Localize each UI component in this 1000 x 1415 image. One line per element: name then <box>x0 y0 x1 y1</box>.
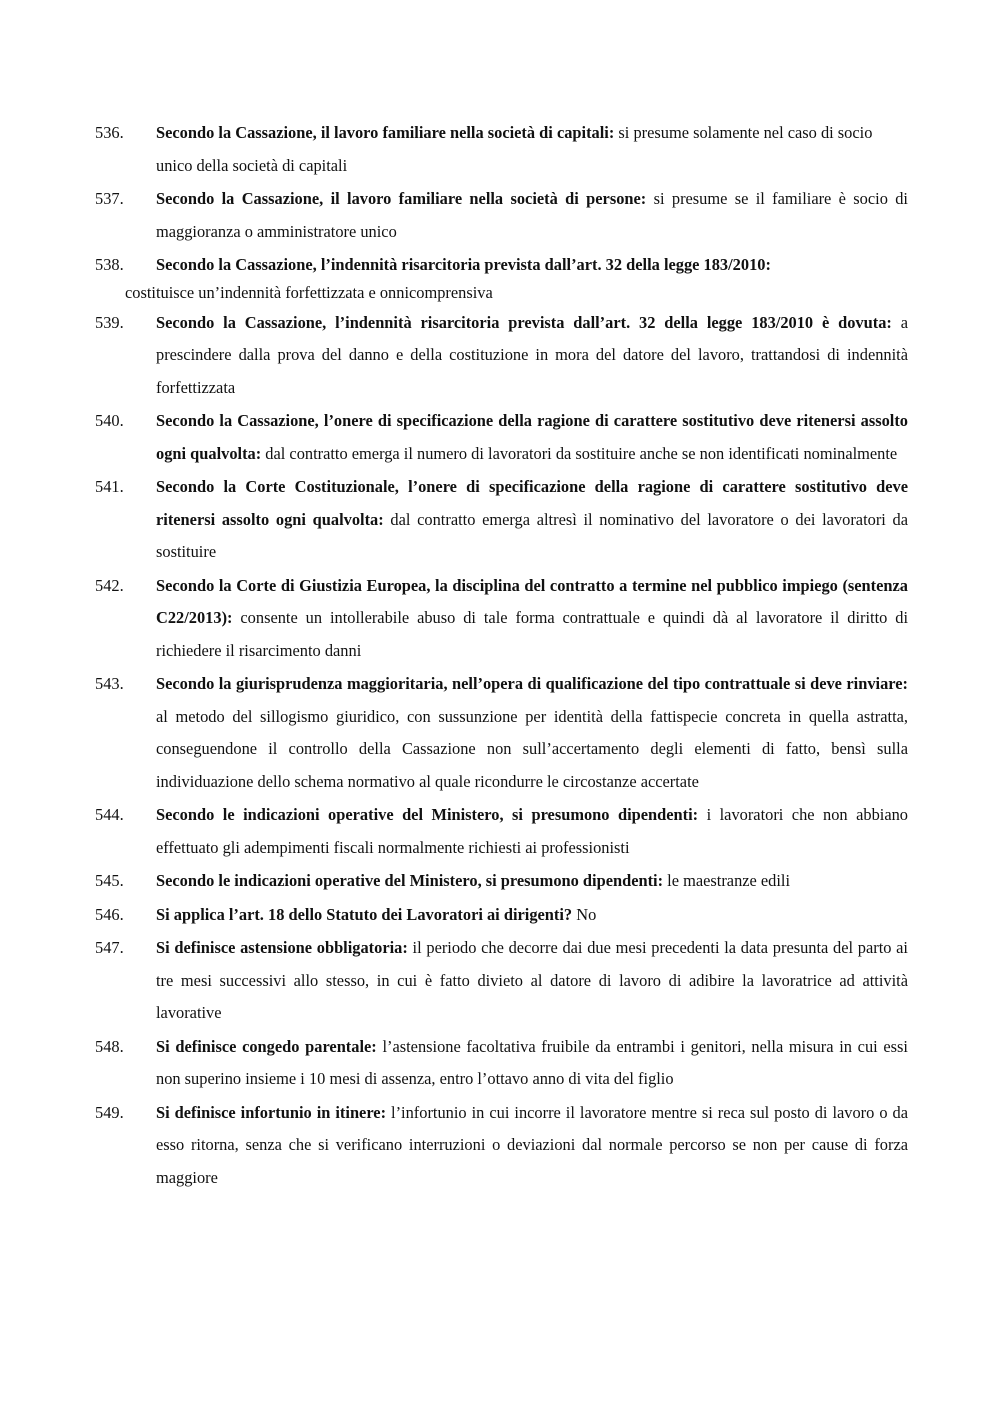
item-question: Secondo la Cassazione, il lavoro familiare nella società di persone: <box>156 189 647 208</box>
list-item <box>95 471 908 569</box>
item-number: 546. <box>95 904 124 924</box>
item-question: Secondo la Cassazione, l’indennità risarcitoria prevista dall’art. 32 della legge 183/2010: <box>156 255 771 274</box>
item-question: Si definisce astensione obbligatoria: <box>156 938 408 957</box>
list-item <box>95 405 908 470</box>
item-question: Si applica l’art. 18 dello Statuto dei Lavoratori ai dirigenti? <box>156 904 573 924</box>
item-answer: l’infortunio in cui incorre il lavoratore mentre si reca sul posto di lavoro o da esso ritorna, senza che si verificano interruzioni o deviazioni dal normale percorso se non per cause di forza maggiore <box>156 1102 908 1187</box>
item-number: 545. <box>95 871 124 890</box>
item-question: Secondo la Corte Costituzionale, l’onere di specificazione della ragione di carattere sostitutivo deve ritenersi assolto ogni qualvolta: <box>156 477 908 529</box>
item-number: 547. <box>95 938 124 957</box>
item-number: 544. <box>95 805 124 824</box>
item-question: Secondo la Corte di Giustizia Europea, la disciplina del contratto a termine nel pubblico impiego (sentenza C22/2013): <box>156 575 908 627</box>
item-number: 540. <box>95 411 124 430</box>
item-answer: si presume solamente nel caso di socio unico della società di capitali <box>156 123 873 175</box>
item-question: Secondo la Cassazione, il lavoro familiare nella società di capitali: <box>156 123 615 142</box>
question-list <box>95 117 908 1195</box>
item-answer: i lavoratori che non abbiano effettuato gli adempimenti fiscali normalmente richiesti ai professionisti <box>156 805 908 857</box>
item-answer: si presume se il familiare è socio di maggioranza o amministratore unico <box>156 189 908 241</box>
item-answer: l’astensione facoltativa fruibile da entrambi i genitori, nella misura in cui essi non superino insieme i 10 mesi di assenza, entro l’ottavo anno di vita del figlio <box>156 1036 908 1088</box>
list-item <box>95 865 908 898</box>
list-item <box>95 307 908 405</box>
list-item <box>95 668 908 798</box>
item-answer: il periodo che decorre dai due mesi precedenti la data presunta del parto ai tre mesi successivi allo stesso, in cui è fatto divieto al datore di lavoro di adibire la lavoratrice ad attività lavorative <box>156 938 908 1022</box>
item-number: 538. <box>95 255 124 274</box>
item-question: Secondo le indicazioni operative del Ministero, si presumono dipendenti: <box>156 871 664 890</box>
item-continuation: costituisce un’indennità forfettizzata e onnicomprensiva <box>125 282 493 302</box>
item-answer: dal contratto emerga il numero di lavoratori da sostituire anche se non identificati nominalmente <box>261 443 898 463</box>
item-number: 541. <box>95 477 124 496</box>
item-answer: a prescindere dalla prova del danno e della costituzione in mora del datore del lavoro, trattandosi di indennità forfettizzata <box>156 312 908 397</box>
item-answer: al metodo del sillogismo giuridico, con sussunzione per identità della fattispecie concreta in quella astratta, conseguendone il controllo della Cassazione non sull’accertamento degli elementi di fatto, bensì sulla individuazione dello schema normativo al quale ricondurre le circostanze accertate <box>156 706 908 791</box>
item-answer: le maestranze edili <box>663 871 791 890</box>
item-answer: consente un intollerabile abuso di tale forma contrattuale e quindi dà al lavoratore il diritto di richiedere il risarcimento danni <box>156 608 908 660</box>
item-number: 542. <box>95 575 124 595</box>
list-item <box>95 183 908 248</box>
list-item <box>95 1031 908 1096</box>
list-item <box>95 932 908 1030</box>
item-number: 543. <box>95 674 124 693</box>
item-question: Si definisce congedo parentale: <box>156 1036 377 1056</box>
list-item <box>95 570 908 668</box>
item-answer: No <box>572 904 597 924</box>
item-question: Secondo la Cassazione, l’onere di specificazione della ragione di carattere sostitutivo deve ritenersi assolto ogni qualvolta: <box>156 411 908 463</box>
item-number: 539. <box>95 312 124 332</box>
item-number: 548. <box>95 1036 124 1056</box>
item-number: 536. <box>95 123 124 142</box>
item-number: 549. <box>95 1102 124 1122</box>
item-number: 537. <box>95 189 124 208</box>
list-item <box>95 249 908 282</box>
item-question: Secondo la Cassazione, l’indennità risarcitoria prevista dall’art. 32 della legge 183/2010 è dovuta: <box>156 312 892 332</box>
item-question: Secondo la giurisprudenza maggioritaria, nell’opera di qualificazione del tipo contrattuale si deve rinviare: <box>156 674 908 693</box>
list-item <box>95 117 908 182</box>
list-item <box>95 899 908 932</box>
item-answer: dal contratto emerga altresì il nominativo del lavoratore o dei lavoratori da sostituire <box>156 509 908 561</box>
item-question: Si definisce infortunio in itinere: <box>156 1102 387 1122</box>
list-item <box>95 799 908 864</box>
item-question: Secondo le indicazioni operative del Ministero, si presumono dipendenti: <box>156 805 699 824</box>
list-item <box>95 1097 908 1195</box>
